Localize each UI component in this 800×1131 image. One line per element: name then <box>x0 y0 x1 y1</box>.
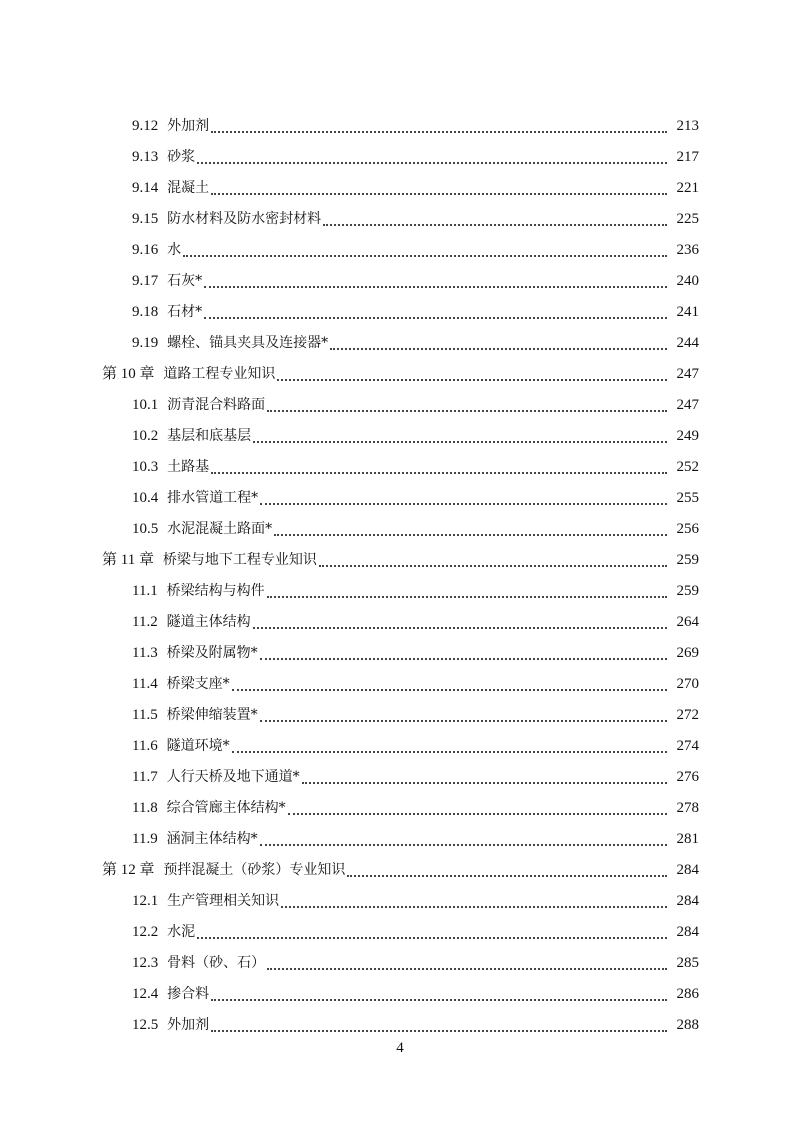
toc-entry-title: 水泥 <box>167 924 196 940</box>
toc-entry-page: 241 <box>676 304 699 320</box>
toc-section-entry[interactable] <box>0 917 800 948</box>
toc-section-entry[interactable] <box>0 452 800 483</box>
toc-entry-number: 10.3 <box>132 459 159 475</box>
toc-entry-title: 混凝土 <box>167 180 210 196</box>
toc-entry-spacer <box>158 204 167 235</box>
toc-entry-spacer <box>158 1010 167 1041</box>
toc-entry-number: 12.4 <box>132 986 159 1002</box>
toc-entry-number: 9.19 <box>132 335 159 351</box>
toc-entry-page: 259 <box>676 552 699 568</box>
toc-dot-leader <box>211 999 667 1001</box>
toc-dot-leader <box>204 317 667 319</box>
toc-entry-title: 土路基 <box>167 459 210 475</box>
toc-dot-leader <box>281 906 667 908</box>
toc-entry-number: 10.5 <box>132 521 159 537</box>
toc-entry-title: 外加剂 <box>167 1017 210 1033</box>
toc-dot-leader <box>197 162 667 164</box>
toc-dot-leader <box>347 875 667 877</box>
toc-entry-spacer <box>158 824 167 855</box>
toc-dot-leader <box>232 689 667 691</box>
toc-entry-page: 272 <box>676 707 699 723</box>
toc-entry-spacer <box>158 576 167 607</box>
toc-entry-page: 244 <box>676 335 699 351</box>
toc-section-entry[interactable] <box>0 576 800 607</box>
toc-entry-number: 11.2 <box>132 614 158 630</box>
toc-chapter-entry[interactable] <box>0 855 800 886</box>
toc-dot-leader <box>323 224 667 226</box>
toc-dot-leader <box>302 782 667 784</box>
toc-entry-spacer <box>158 700 167 731</box>
toc-entry-number: 11.1 <box>132 583 158 599</box>
toc-dot-leader <box>267 968 667 970</box>
toc-entry-number: 12.5 <box>132 1017 159 1033</box>
toc-entry-page: 225 <box>676 211 699 227</box>
toc-entry-spacer <box>155 359 164 390</box>
toc-entry-title: 隧道环境* <box>166 738 230 754</box>
toc-section-entry[interactable] <box>0 669 800 700</box>
toc-section-entry[interactable] <box>0 483 800 514</box>
toc-entry-title: 水 <box>167 242 182 258</box>
toc-section-entry[interactable] <box>0 173 800 204</box>
toc-entry-number: 第 11 章 <box>102 552 154 568</box>
toc-entry-spacer <box>154 545 163 576</box>
toc-entry-page: 236 <box>676 242 699 258</box>
toc-entry-page: 213 <box>676 118 699 134</box>
toc-dot-leader <box>267 596 667 598</box>
toc-section-entry[interactable] <box>0 700 800 731</box>
toc-section-entry[interactable] <box>0 948 800 979</box>
toc-entry-page: 284 <box>676 893 699 909</box>
toc-entry-title: 基层和底基层 <box>167 428 252 444</box>
toc-entry-spacer <box>158 886 167 917</box>
toc-entry-title: 石灰* <box>167 273 203 289</box>
toc-entry-spacer <box>158 390 167 421</box>
toc-entry-spacer <box>158 235 167 266</box>
toc-entry-spacer <box>158 266 167 297</box>
toc-entry-page: 217 <box>676 149 699 165</box>
toc-entry-spacer <box>155 855 164 886</box>
toc-section-entry[interactable] <box>0 235 800 266</box>
toc-entry-spacer <box>158 948 167 979</box>
toc-entry-title: 涵洞主体结构* <box>166 831 258 847</box>
toc-dot-leader <box>211 472 667 474</box>
toc-entry-number: 11.6 <box>132 738 158 754</box>
toc-entry-page: 281 <box>676 831 699 847</box>
toc-entry-title: 桥梁与地下工程专业知识 <box>162 552 317 568</box>
toc-entry-number: 9.17 <box>132 273 159 289</box>
toc-entry-title: 螺栓、锚具夹具及连接器* <box>167 335 329 351</box>
toc-entry-spacer <box>158 142 167 173</box>
toc-entry-page: 252 <box>676 459 699 475</box>
toc-dot-leader <box>253 627 667 629</box>
toc-entry-title: 骨料（砂、石） <box>167 955 266 971</box>
toc-entry-spacer <box>158 979 167 1010</box>
toc-entry-page: 274 <box>676 738 699 754</box>
toc-dot-leader <box>330 348 667 350</box>
toc-entry-number: 11.5 <box>132 707 158 723</box>
toc-entry-title: 隧道主体结构 <box>166 614 251 630</box>
toc-entry-title: 桥梁结构与构件 <box>166 583 265 599</box>
toc-entry-number: 10.1 <box>132 397 159 413</box>
toc-entry-spacer <box>158 452 167 483</box>
toc-entry-number: 10.4 <box>132 490 159 506</box>
toc-chapter-entry[interactable] <box>0 545 800 576</box>
toc-entry-page: 284 <box>676 862 699 878</box>
toc-section-entry[interactable] <box>0 111 800 142</box>
toc-entry-number: 9.14 <box>132 180 159 196</box>
toc-entry-page: 284 <box>676 924 699 940</box>
toc-entry-page: 288 <box>676 1017 699 1033</box>
toc-section-entry[interactable] <box>0 266 800 297</box>
toc-dot-leader <box>319 565 667 567</box>
toc-entry-number: 11.3 <box>132 645 158 661</box>
toc-dot-leader <box>183 255 667 257</box>
toc-entry-number: 10.2 <box>132 428 159 444</box>
toc-entry-number: 12.1 <box>132 893 159 909</box>
toc-section-entry[interactable] <box>0 1010 800 1041</box>
toc-entry-spacer <box>158 607 167 638</box>
toc-dot-leader <box>204 286 667 288</box>
toc-dot-leader <box>197 937 667 939</box>
toc-section-entry[interactable] <box>0 204 800 235</box>
toc-section-entry[interactable] <box>0 731 800 762</box>
toc-section-entry[interactable] <box>0 328 800 359</box>
toc-entry-title: 生产管理相关知识 <box>167 893 280 909</box>
toc-entry-page: 259 <box>676 583 699 599</box>
toc-entry-number: 9.15 <box>132 211 159 227</box>
toc-entry-title: 石材* <box>167 304 203 320</box>
toc-entry-spacer <box>158 421 167 452</box>
toc-dot-leader <box>267 410 667 412</box>
page-number: 4 <box>396 1040 404 1056</box>
toc-entry-spacer <box>158 514 167 545</box>
toc-dot-leader <box>211 1030 667 1032</box>
toc-entry-number: 9.13 <box>132 149 159 165</box>
toc-entry-page: 264 <box>676 614 699 630</box>
toc-entry-spacer <box>158 483 167 514</box>
toc-section-entry[interactable] <box>0 421 800 452</box>
toc-section-entry[interactable] <box>0 297 800 328</box>
toc-section-entry[interactable] <box>0 979 800 1010</box>
toc-entry-title: 水泥混凝土路面* <box>167 521 273 537</box>
toc-entry-page: 276 <box>676 769 699 785</box>
toc-entry-number: 11.9 <box>132 831 158 847</box>
toc-entry-title: 排水管道工程* <box>167 490 259 506</box>
toc-entry-spacer <box>158 731 167 762</box>
toc-entry-title: 砂浆 <box>167 149 196 165</box>
toc-dot-leader <box>274 534 667 536</box>
toc-dot-leader <box>277 379 667 381</box>
toc-dot-leader <box>260 844 667 846</box>
toc-section-entry[interactable] <box>0 824 800 855</box>
toc-section-entry[interactable] <box>0 762 800 793</box>
toc-entry-page: 255 <box>676 490 699 506</box>
toc-entry-title: 综合管廊主体结构* <box>166 800 286 816</box>
toc-section-entry[interactable] <box>0 514 800 545</box>
toc-section-entry[interactable] <box>0 886 800 917</box>
toc-entry-title: 掺合料 <box>167 986 210 1002</box>
toc-entry-page: 286 <box>676 986 699 1002</box>
toc-dot-leader <box>260 658 667 660</box>
toc-entry-page: 278 <box>676 800 699 816</box>
toc-entry-spacer <box>158 111 167 142</box>
toc-entry-title: 桥梁伸缩装置* <box>166 707 258 723</box>
toc-entry-number: 11.8 <box>132 800 158 816</box>
toc-entry-spacer <box>158 638 167 669</box>
toc-entry-spacer <box>158 917 167 948</box>
toc-entry-title: 沥青混合料路面 <box>167 397 266 413</box>
toc-entry-page: 270 <box>676 676 699 692</box>
toc-entry-spacer <box>158 793 167 824</box>
toc-dot-leader <box>211 131 667 133</box>
toc-entry-number: 11.4 <box>132 676 158 692</box>
toc-entry-spacer <box>158 173 167 204</box>
toc-entry-page: 221 <box>676 180 699 196</box>
toc-entry-page: 247 <box>676 397 699 413</box>
toc-dot-leader <box>260 503 667 505</box>
toc-entry-spacer <box>158 297 167 328</box>
toc-entry-number: 9.18 <box>132 304 159 320</box>
toc-entry-title: 人行天桥及地下通道* <box>166 769 300 785</box>
table-of-contents <box>0 111 800 1041</box>
toc-entry-title: 防水材料及防水密封材料 <box>167 211 322 227</box>
toc-entry-page: 247 <box>676 366 699 382</box>
toc-entry-number: 9.12 <box>132 118 159 134</box>
toc-entry-page: 285 <box>676 955 699 971</box>
toc-entry-number: 12.2 <box>132 924 159 940</box>
toc-entry-page: 249 <box>676 428 699 444</box>
toc-section-entry[interactable] <box>0 607 800 638</box>
toc-section-entry[interactable] <box>0 390 800 421</box>
toc-entry-number: 第 12 章 <box>102 862 155 878</box>
toc-entry-spacer <box>158 669 167 700</box>
toc-entry-page: 256 <box>676 521 699 537</box>
toc-entry-title: 桥梁及附属物* <box>166 645 258 661</box>
toc-entry-title: 道路工程专业知识 <box>163 366 276 382</box>
toc-dot-leader <box>253 441 667 443</box>
toc-entry-page: 269 <box>676 645 699 661</box>
toc-entry-page: 240 <box>676 273 699 289</box>
toc-entry-title: 桥梁支座* <box>166 676 230 692</box>
toc-entry-number: 9.16 <box>132 242 159 258</box>
toc-entry-number: 第 10 章 <box>102 366 155 382</box>
toc-dot-leader <box>232 751 667 753</box>
toc-section-entry[interactable] <box>0 638 800 669</box>
toc-entry-number: 12.3 <box>132 955 159 971</box>
toc-entry-spacer <box>158 762 167 793</box>
toc-entry-spacer <box>158 328 167 359</box>
toc-entry-title: 预拌混凝土（砂浆）专业知识 <box>163 862 346 878</box>
toc-dot-leader <box>288 813 667 815</box>
toc-entry-number: 11.7 <box>132 769 158 785</box>
toc-dot-leader <box>211 193 667 195</box>
toc-section-entry[interactable] <box>0 142 800 173</box>
toc-chapter-entry[interactable] <box>0 359 800 390</box>
toc-dot-leader <box>260 720 667 722</box>
toc-section-entry[interactable] <box>0 793 800 824</box>
toc-entry-title: 外加剂 <box>167 118 210 134</box>
